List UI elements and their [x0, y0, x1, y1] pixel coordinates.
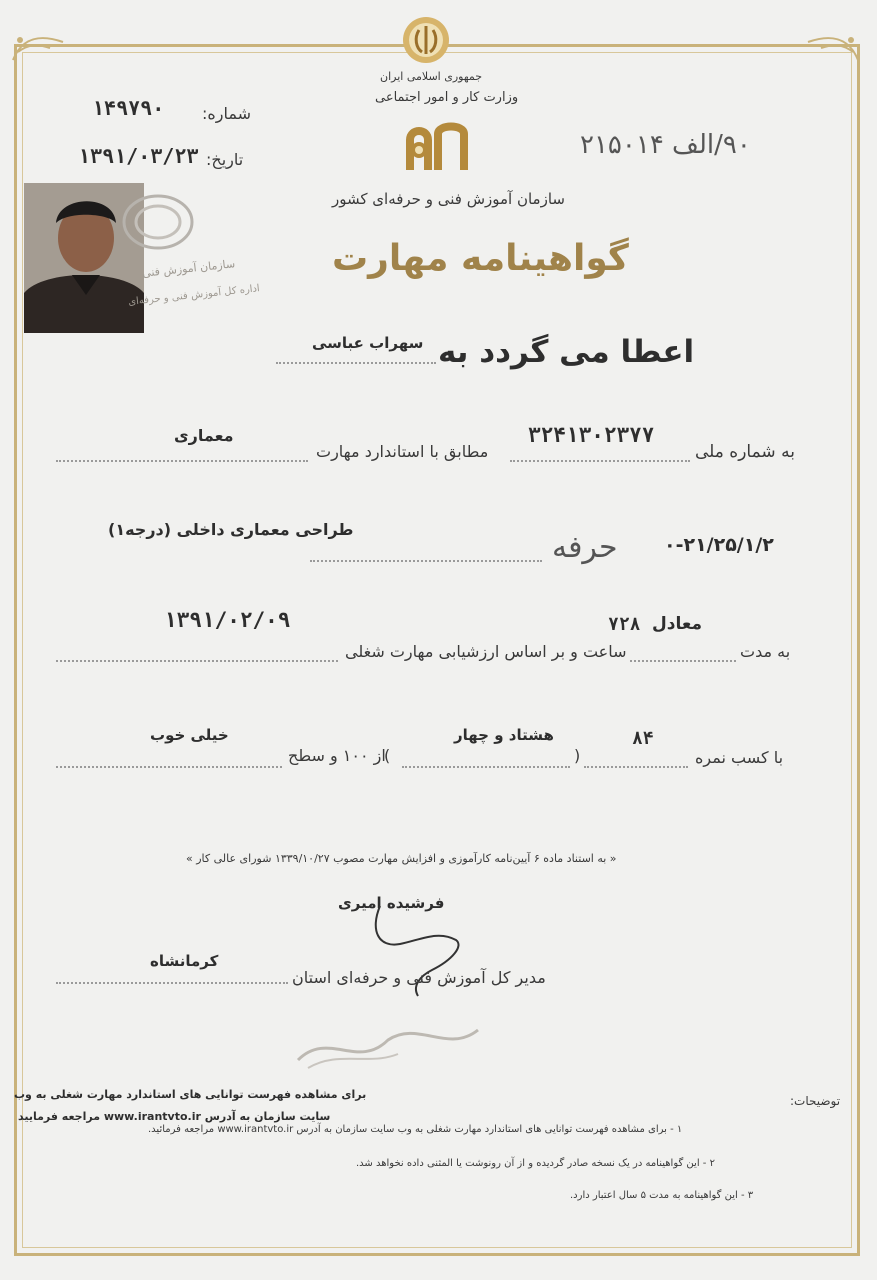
profession-label: حرفه — [552, 530, 618, 565]
date-value: ۱۳۹۱/۰۳/۲۳ — [78, 144, 199, 168]
dotted-line — [56, 766, 282, 768]
recipient-name: سهراب عباسی — [312, 334, 424, 352]
notes-heading: توضیحات: — [790, 1094, 841, 1108]
score-level: خیلی خوب — [150, 726, 229, 744]
duration-label: به مدت — [740, 642, 791, 661]
score-label: با کسب نمره — [695, 748, 784, 767]
signatory-name: فرشیده امیری — [338, 894, 445, 912]
stamp-text-2: اداره کل آموزش فنی و حرفه‌ای — [127, 283, 261, 308]
dotted-line — [56, 982, 288, 984]
province-value: کرمانشاه — [150, 952, 219, 970]
dotted-line — [310, 560, 542, 562]
paren-close: ) — [384, 746, 391, 765]
evaluation-date: ۱۳۹۱/۰۲/۰۹ — [164, 608, 291, 632]
standard-label: مطابق با استاندارد مهارت — [316, 442, 489, 461]
legal-note: « به استناد ماده ۶ آیین‌نامه کارآموزی و افزایش مهارت مصوب ۱۳۳۹/۱۰/۲۷ شورای عالی کار » — [186, 852, 617, 865]
dotted-line — [276, 362, 436, 364]
national-id-value: ۳۲۴۱۳۰۲۳۷۷ — [528, 423, 655, 447]
note-item-1: ۱ - برای مشاهده فهرست توانایی های استاندارد مهارت شغلی به وب سایت سازمان به آدرس www.irantvto.ir مراجعه فرمائید. — [148, 1124, 683, 1135]
number-value: ۱۴۹۷۹۰ — [92, 96, 165, 120]
hours-value: ۷۲۸ — [608, 614, 641, 635]
profession-code: ۰-۲۱/۲۵/۱/۲ — [664, 534, 774, 556]
score-from-label: از ۱۰۰ و سطح — [288, 746, 386, 765]
organization-text: سازمان آموزش فنی و حرفه‌ای کشور — [332, 190, 565, 208]
certificate-title: گواهینامه مهارت — [332, 238, 629, 279]
side-note-line2: سایت سازمان به آدرس www.irantvto.ir مراجعه فرمایید — [18, 1110, 331, 1123]
dotted-line — [56, 460, 308, 462]
stamp-text-1: سازمان آموزش فنی — [141, 257, 236, 280]
note-item-2: ۲ - این گواهینامه در یک نسخه صادر گردیده و از آن رونوشت یا المثنی داده نخواهد شد. — [356, 1158, 715, 1169]
date-label: تاریخ: — [206, 150, 244, 169]
iran-emblem-icon — [402, 14, 450, 66]
national-id-label: به شماره ملی — [695, 442, 795, 462]
corner-ornament-right-icon — [803, 30, 863, 64]
score-digits: ۸۴ — [632, 728, 654, 749]
award-label: اعطا می گردد به — [438, 334, 695, 370]
ministry-text: وزارت کار و امور اجتماعی — [375, 90, 519, 105]
score-words: هشتاد و چهار — [454, 726, 554, 744]
dotted-line — [402, 766, 570, 768]
side-note-line1: برای مشاهده فهرست توانایی های استاندارد مهارت شغلی به وب — [14, 1088, 367, 1101]
dotted-line — [584, 766, 688, 768]
tvto-logo-icon — [400, 120, 474, 176]
dotted-line — [630, 660, 736, 662]
serial-number: ۹۰/الف ۲۱۵۰۱۴ — [580, 130, 751, 160]
stamp-seal-icon — [118, 192, 198, 252]
field-value: معماری — [174, 426, 234, 445]
signatory-title: مدیر کل آموزش فنی و حرفه‌ای استان — [292, 968, 546, 987]
dotted-line — [510, 460, 690, 462]
profession-title: طراحی معماری داخلی (درجه۱) — [108, 520, 354, 539]
note-item-3: ۳ - این گواهینامه به مدت ۵ سال اعتبار دارد. — [570, 1190, 754, 1201]
number-label: شماره: — [202, 104, 252, 123]
equivalent-label: معادل — [652, 614, 702, 634]
corner-ornament-left-icon — [8, 30, 68, 64]
republic-text: جمهوری اسلامی ایران — [380, 70, 483, 83]
hours-suffix: ساعت و بر اساس ارزشیابی مهارت شغلی — [345, 642, 627, 661]
paren-open: ( — [574, 746, 581, 765]
faint-seal-icon — [288, 1010, 488, 1074]
dotted-line — [56, 660, 338, 662]
